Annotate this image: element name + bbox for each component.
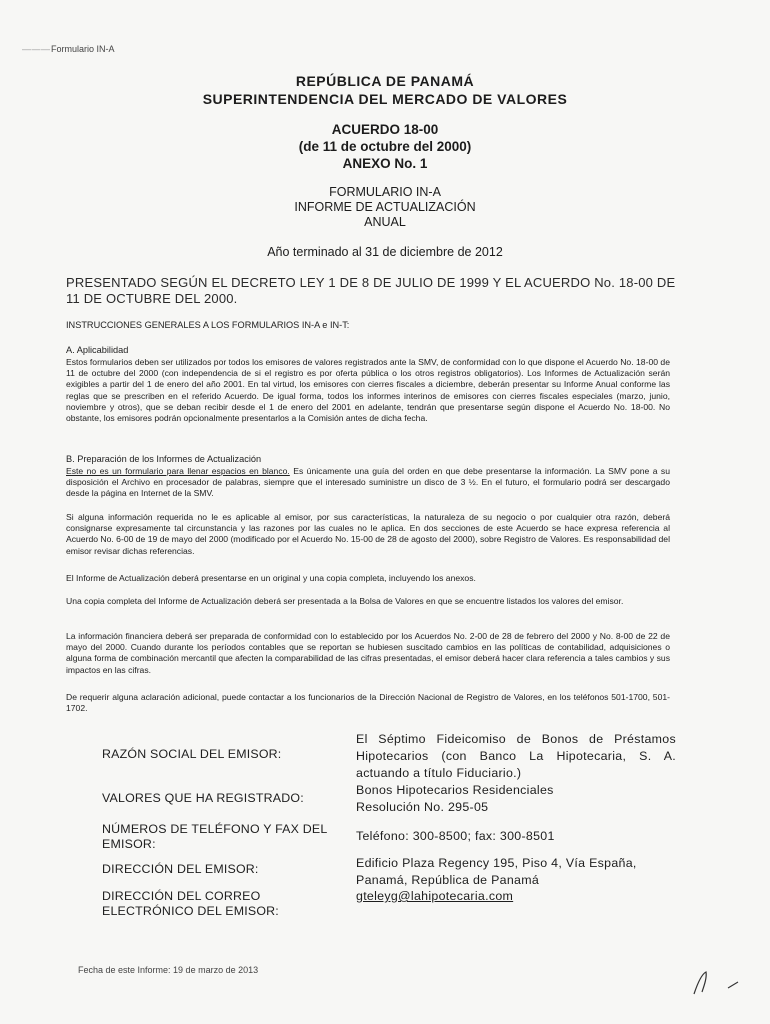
formulario-heading: FORMULARIO IN-A [329, 185, 441, 199]
section-b-underlined: Este no es un formulario para llenar espacios en blanco. [66, 466, 290, 476]
correo-label: DIRECCIÓN DEL CORREO ELECTRÓNICO DEL EMISOR: [102, 889, 279, 918]
initials-mark [688, 968, 748, 998]
paragraph-financial: La información financiera deberá ser preparada de conformidad con lo establecido por los Acuerdos No. 2-00 de 28 de febrero del 2000 y No. 8-00 de 22 de mayo del 2000. Cuando durante los períodos contables que se reportan se hubiesen suscitado cambios en las políticas de contabilidad, adquisiciones o alguna forma de combinación mercantil que afecten la comparabilidad de las cifras presentadas, el emisor deberá hacer clara referencia a tales cambios y sus impactos en las cifras. [66, 631, 670, 675]
anexo-heading: ANEXO No. 1 [342, 156, 428, 171]
valores-value: Bonos Hipotecarios Residenciales Resolución No. 295-05 [356, 783, 554, 814]
paragraph-contact: De requerir alguna aclaración adicional, puede contactar a los funcionarios de la Dirección Nacional de Registro de Valores, en los teléfonos 501-1700, 501-1702. [66, 692, 670, 714]
direccion-value: Edificio Plaza Regency 195, Piso 4, Vía España, Panamá, República de Panamá [356, 856, 637, 887]
section-a-heading: A. Aplicabilidad [66, 345, 129, 355]
report-date: Fecha de este Informe: 19 de marzo de 2013 [78, 965, 259, 975]
scan-dash-mark: — — — [22, 44, 50, 54]
section-b-text [66, 466, 670, 500]
form-corner-label: — — — Formulario IN-A [22, 44, 115, 54]
period-line: Año terminado al 31 de diciembre de 2012 [267, 245, 503, 259]
telefono-label: NÚMEROS DE TELÉFONO Y FAX DEL EMISOR: [102, 822, 327, 851]
valores-label: VALORES QUE HA REGISTRADO: [102, 791, 304, 805]
section-a-text: Estos formularios deben ser utilizados por todos los emisores de valores registrados ante la SMV, de conformidad con lo que dispone el Acuerdo No. 18-00 de 11 de octubre del 2000 (con independencia de si el registro es por oferta pública o los otros registros obligatorios). Los Informes de Actualización serán exigibles a partir del 1 de enero del año 2001. En tal virtud, los emisores con cierres fiscales a diciembre, deberán presentar su Informe Anual conforme las reglas que se prescriben en el referido Acuerdo. De igual forma, todos los informes interinos de emisores con cierres fiscales especiales (marzo, junio, noviembre y otros), que se deban recibir desde el 1 de enero del 2001 en adelante, tendrán que presentarse según dispone el Acuerdo No. 18-00. No obstante, los emisores podrán opcionalmente presentarlos a la Comisión antes de dicha fecha. [66, 357, 670, 424]
correo-value[interactable]: gteleyg@lahipotecaria.com [356, 889, 514, 903]
direccion-label: DIRECCIÓN DEL EMISOR: [102, 862, 259, 876]
paragraph-applicability: Si alguna información requerida no le es aplicable al emisor, por sus características, la naturaleza de su negocio o por cualquier otra razón, deberá consignarse expresamente tal circunstancia y las razones por las cuales no le aplica. En dos secciones de este Acuerdo se hace expresa referencia al Acuerdo No. 6-00 de 19 de mayo del 2000 (modificado por el Acuerdo No. 15-00 de 28 de agosto del 2000), sobre Registro de Valores. Es responsabilidad del emisor revisar dichas referencias. [66, 512, 670, 556]
anual-heading: ANUAL [364, 215, 406, 229]
instructions-title: INSTRUCCIONES GENERALES A LOS FORMULARIOS IN-A e IN-T: [66, 320, 350, 330]
paragraph-copies: El Informe de Actualización deberá presentarse en un original y una copia completa, incluyendo los anexos. [66, 573, 476, 583]
paragraph-bolsa: Una copia completa del Informe de Actualización deberá ser presentada a la Bolsa de Valores en que se encuentre listados los valores del emisor. [66, 596, 624, 606]
acuerdo-heading: ACUERDO 18-00 [331, 122, 439, 137]
telefono-value: Teléfono: 300-8500; fax: 300-8501 [356, 829, 555, 843]
razon-social-label: RAZÓN SOCIAL DEL EMISOR: [102, 747, 282, 761]
informe-heading: INFORME DE ACTUALIZACIÓN [294, 200, 476, 214]
superintendence-heading: SUPERINTENDENCIA DEL MERCADO DE VALORES [202, 91, 568, 107]
section-b-heading: B. Preparación de los Informes de Actualización [66, 454, 262, 464]
presentado-statement: PRESENTADO SEGÚN EL DECRETO LEY 1 DE 8 DE JULIO DE 1999 Y EL ACUERDO No. 18-00 DE 11 DE OCTUBRE DEL 2000. [66, 275, 676, 306]
razon-social-value: El Séptimo Fideicomiso de Bonos de Préstamos Hipotecarios (con Banco La Hipotecaria, S. A. actuando a título Fiduciario.) [356, 732, 676, 780]
section-b-rest: Es únicamente una guía del orden en que debe presentarse la información. La SMV pone a su disposición el Archivo en procesador de palabras, siempre que el interesado suministre un disco de 3 ½. En el futuro, el formulario podrá ser descargado desde la página en Internet de la SMV. [66, 466, 671, 499]
acuerdo-date: (de 11 de octubre del 2000) [298, 139, 472, 154]
republic-heading: REPÚBLICA DE PANAMÁ [295, 73, 475, 89]
